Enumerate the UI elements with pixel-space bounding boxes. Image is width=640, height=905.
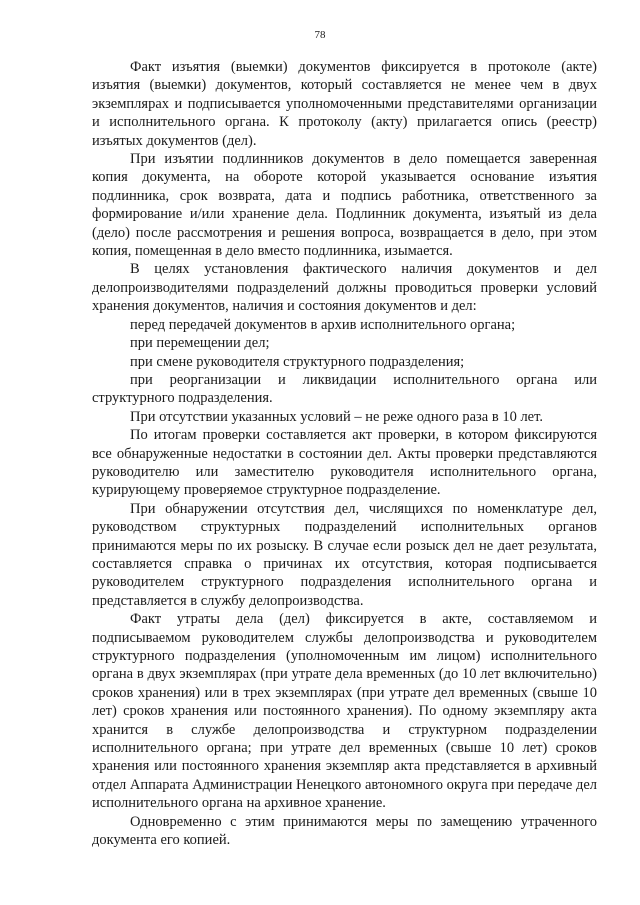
- paragraph-original-seizure: При изъятии подлинников документов в дело помещается заверенная копия документа, на обороте которой указывается основание изъятия подлинника, срок возврата, дата и подпись работника, ответственного за формирование и/или хранение дела. Подлинник документа, изъятый из дела (дело) после рассмотрения и решения вопроса, возвращается в дело, при этом копия, помещенная в дело вместо подлинника, изымается.: [92, 151, 597, 260]
- paragraph-loss-act: Факт утраты дела (дел) фиксируется в акте, составляемом и подписываемом руководителем службы делопроизводства и руководителем структурного подразделения (уполномоченным им лицом) исполнительного органа в двух экземплярах (при утрате дела временных (до 10 лет включительно) сроков хранения) или в трех экземплярах (при утрате дел временных (свыше 10 лет) сроков хранения или постоянного хранения). По одному экземпляру акта хранится в службе делопроизводства и структурном подразделении исполнительного органа; при утрате дел временных (свыше 10 лет) сроков хранения или постоянного хранения экземпляр акта представляется в архивный отдел Аппарата Администрации Ненецкого автономного округа при передаче дел исполнительного органа на архивное хранение.: [92, 611, 597, 812]
- paragraph-replacement: Одновременно с этим принимаются меры по замещению утраченного документа его копией.: [92, 813, 597, 849]
- paragraph-check-frequency: При отсутствии указанных условий – не реже одного раза в 10 лет.: [130, 408, 543, 425]
- paragraph-missing-files: При обнаружении отсутствия дел, числящихся по номенклатуре дел, руководством структурных подразделений исполнительных органов принимаются меры по их розыску. В случае если розыск дел не дает результата, составляется справка о причинах их отсутствия, которая подписывается руководителем структурного подразделения исполнительного органа и представляется в службу делопроизводства.: [92, 500, 597, 609]
- list-item-archive-transfer: перед передачей документов в архив исполнительного органа;: [130, 316, 516, 333]
- paragraph-check-act: По итогам проверки составляется акт проверки, в котором фиксируются все обнаруженные недостатки в состоянии дел. Акты проверки представляются руководителю или заместителю руководителя исполнительного органа, курирующему проверяемое структурное подразделение.: [92, 427, 597, 499]
- document-body: [92, 58, 597, 849]
- list-item-reorganization: при реорганизации и ликвидации исполнительного органа или структурного подразделения.: [92, 371, 597, 407]
- list-item-relocation: при перемещении дел;: [130, 335, 270, 352]
- list-item-head-change: при смене руководителя структурного подразделения;: [130, 353, 465, 370]
- paragraph-seizure-protocol: Факт изъятия (выемки) документов фиксируется в протоколе (акте) изъятия (выемки) документов, который составляется не менее чем в двух экземплярах и подписывается уполномоченными представителями организации и исполнительного органа. К протоколу (акту) прилагается опись (реестр) изъятых документов (дел).: [92, 59, 597, 149]
- paragraph-checks-purpose: В целях установления фактического наличия документов и дел делопроизводителями подразделений должны проводиться проверки условий хранения документов, наличия и состояния документов и дел:: [92, 261, 597, 315]
- page-number: 78: [314, 29, 326, 41]
